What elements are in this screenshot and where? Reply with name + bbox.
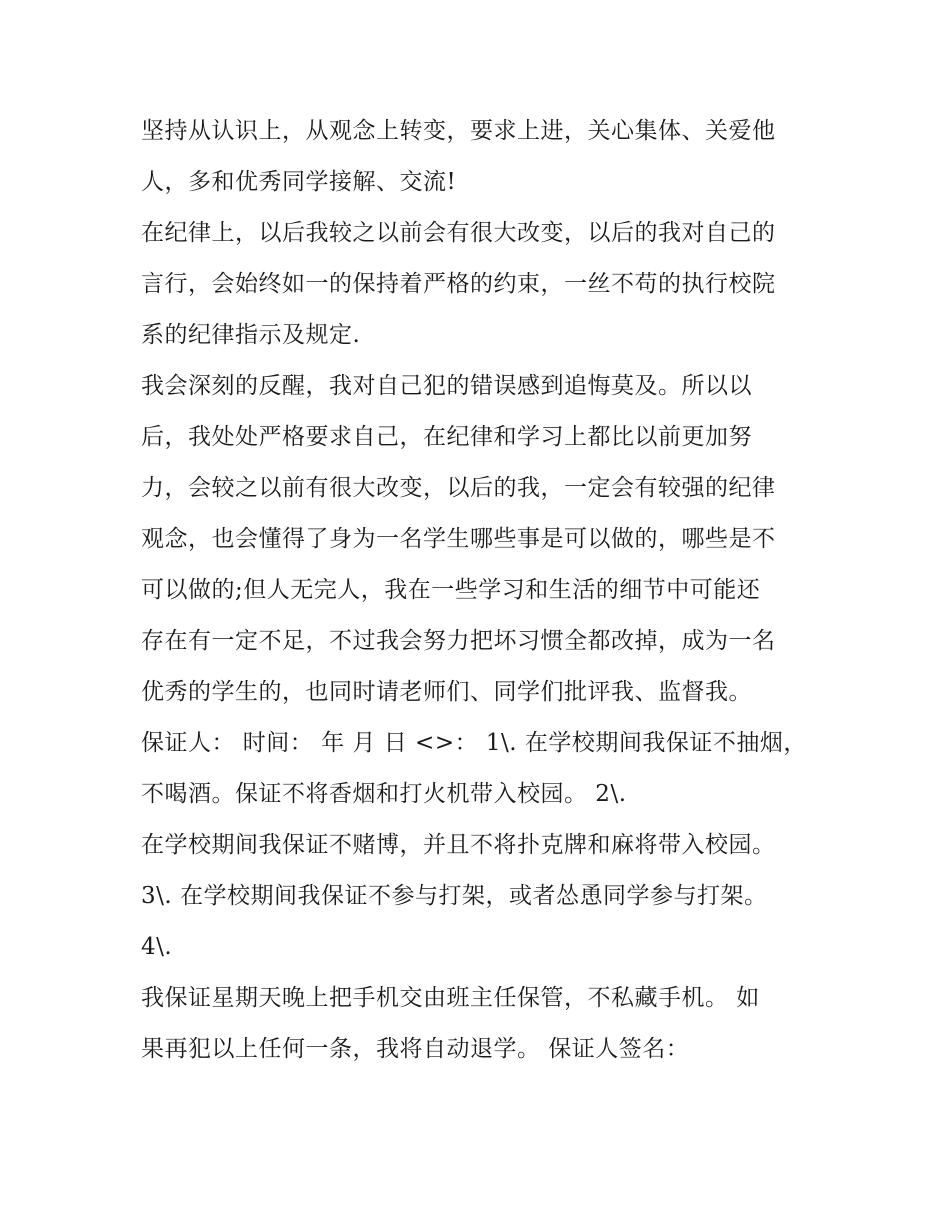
text-line: 后，我处处严格要求自己，在纪律和学习上都比以前更加努 xyxy=(141,424,752,450)
text-line: 人，多和优秀同学接解、交流! xyxy=(141,169,457,195)
text-line: 果再犯以上任何一条，我将自动退学。 保证人签名： xyxy=(141,1036,690,1062)
text-line: 我保证星期天晚上把手机交由班主任保管，不私藏手机。 如 xyxy=(141,985,760,1011)
text-line: 我会深刻的反醒，我对自己犯的错误感到追悔莫及。所以以 xyxy=(141,373,752,399)
text-line: 在学校期间我保证不赌博，并且不将扑克牌和麻将带入校园。 xyxy=(141,832,776,858)
text-line: 可以做的;但人无完人，我在一些学习和生活的细节中可能还 xyxy=(141,577,761,603)
text-line: 4\. xyxy=(141,934,173,960)
text-line: 在纪律上，以后我较之以前会有很大改变，以后的我对自己的 xyxy=(141,220,776,246)
text-line: 3\. 在学校期间我保证不参与打架，或者怂恿同学参与打架。 xyxy=(141,883,768,909)
text-line: 坚持从认识上，从观念上转变，要求上进，关心集体、关爱他 xyxy=(141,118,776,144)
document-body xyxy=(141,106,821,1075)
text-line: 力，会较之以前有很大改变，以后的我，一定会有较强的纪律 xyxy=(141,475,776,501)
text-line: 保证人： 时间： 年 月 日 <>： 1\. 在学校期间我保证不抽烟， xyxy=(141,730,807,756)
text-line: 观念，也会懂得了身为一名学生哪些事是可以做的，哪些是不 xyxy=(141,526,776,552)
text-line: 言行，会始终如一的保持着严格的约束，一丝不苟的执行校院 xyxy=(141,271,776,297)
text-line: 优秀的学生的，也同时请老师们、同学们批评我、监督我。 xyxy=(141,679,752,705)
text-line: 存在有一定不足，不过我会努力把坏习惯全都改掉，成为一名 xyxy=(141,628,776,654)
text-line: 系的纪律指示及规定. xyxy=(141,322,361,348)
text-line: 不喝酒。保证不将香烟和打火机带入校园。 2\. xyxy=(141,781,627,807)
